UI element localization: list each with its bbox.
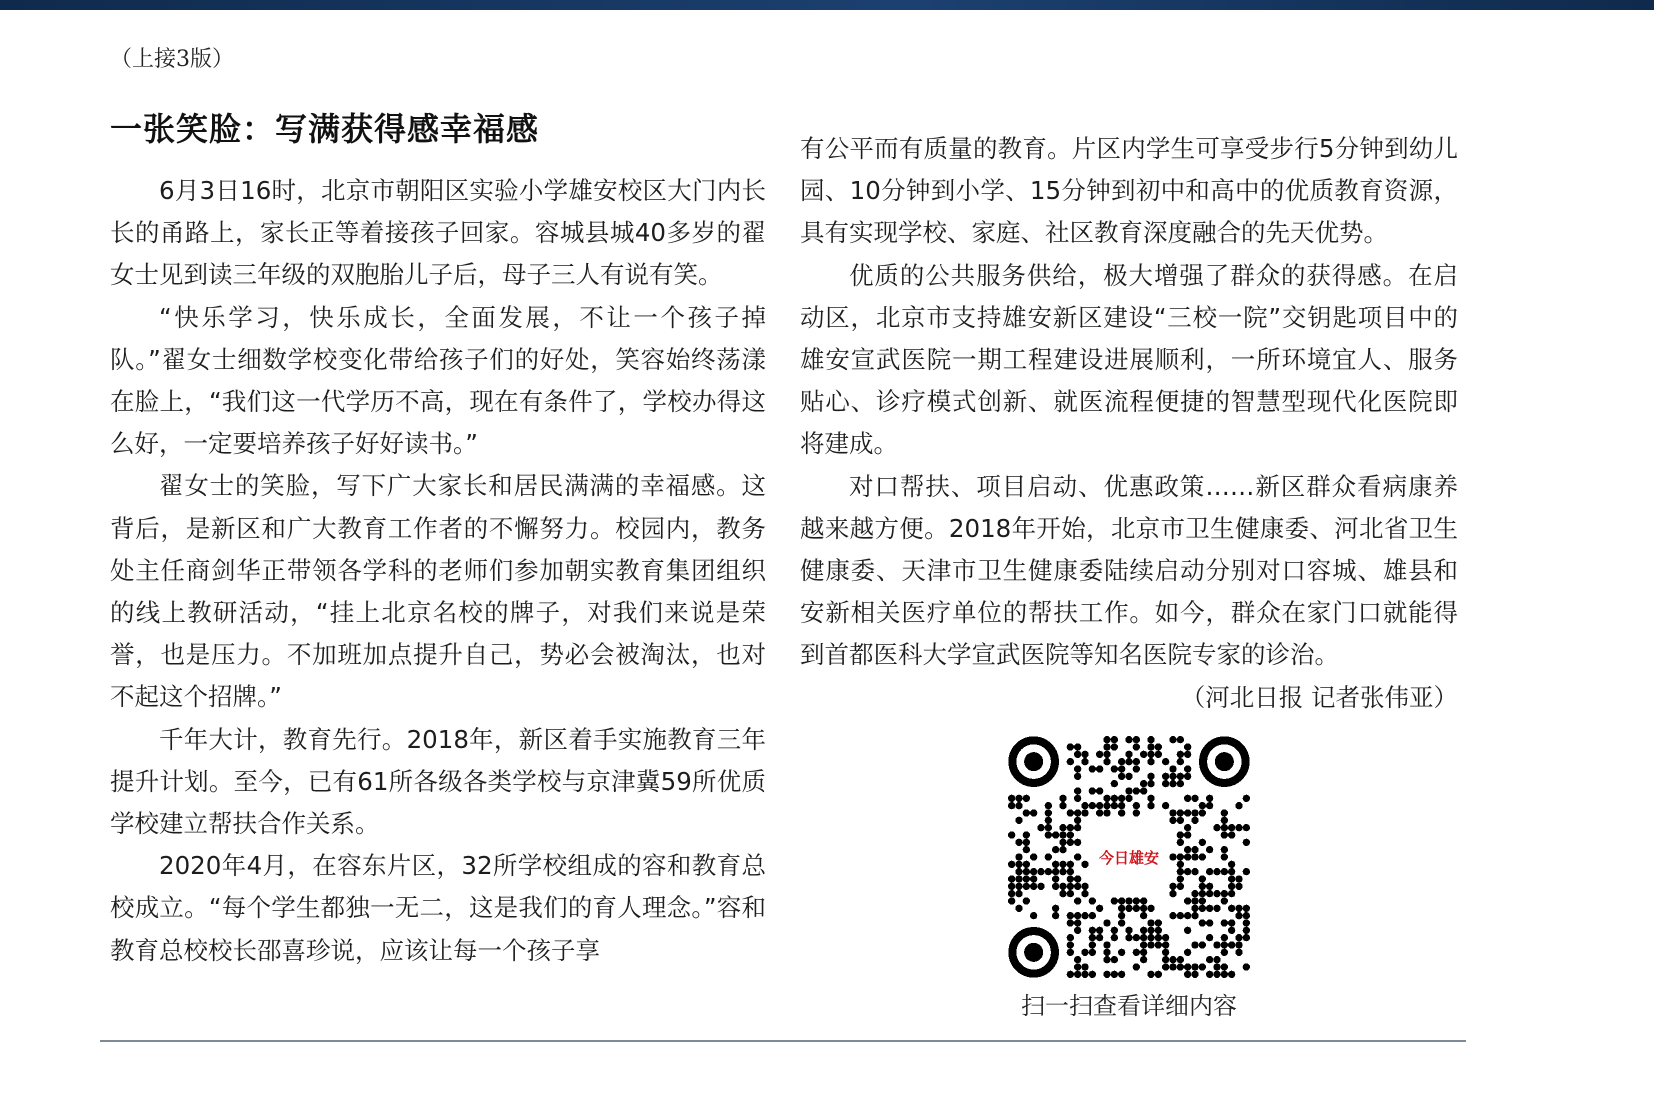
article-headline: 一张笑脸：写满获得感幸福感 [110, 110, 540, 148]
paragraph-5-continued: 有公平而有质量的教育。片区内学生可享受步行5分钟到幼儿园、10分钟到小学、15分钟到初中和高中的优质教育资源，具有实现学校、家庭、社区教育深度融合的先天优势。 [800, 134, 1458, 248]
paragraph-2: “快乐学习，快乐成长，全面发展，不让一个孩子掉队。”翟女士细数学校变化带给孩子们的好处，笑容始终荡漾在脸上，“我们这一代学历不高，现在有条件了，学校办得这么好，一定要培养孩子好好读书。” [110, 302, 766, 459]
qr-logo-badge: 今日雄安 [1092, 820, 1166, 894]
paragraph-5: 2020年4月，在容东片区，32所学校组成的容和教育总校成立。“每个学生都独一无二，这是我们的育人理念。”容和教育总校校长邵喜珍说，应该让每一个孩子享 [110, 851, 766, 965]
article-byline: （河北日报 记者张伟亚） [1180, 682, 1458, 712]
qr-finder-dot [1024, 943, 1043, 962]
qr-finder-dot [1215, 752, 1234, 771]
qr-finder-dot [1024, 752, 1043, 771]
paragraph-1: 6月3日16时，北京市朝阳区实验小学雄安校区大门内长长的甬路上，家长正等着接孩子回家。容城县城40多岁的翟女士见到读三年级的双胞胎儿子后，母子三人有说有笑。 [110, 176, 766, 290]
paragraph-3: 翟女士的笑脸，写下广大家长和居民满满的幸福感。这背后，是新区和广大教育工作者的不懈努力。校园内，教务处主任商剑华正带领各学科的老师们参加朝实教育集团组织的线上教研活动，“挂上北京名校的牌子，对我们来说是荣誉，也是压力。不加班加点提升自己，势必会被淘汰，也对不起这个招牌。” [110, 471, 766, 712]
paragraph-6: 优质的公共服务供给，极大增强了群众的获得感。在启动区，北京市支持雄安新区建设“三校一院”交钥匙项目中的雄安宣武医院一期工程建设进展顺利，一所环境宜人、服务贴心、诊疗模式创新、就医流程便捷的智慧型现代化医院即将建成。 [800, 260, 1458, 459]
article-left-column [110, 170, 766, 972]
paragraph-4: 千年大计，教育先行。2018年，新区着手实施教育三年提升计划。至今，已有61所各级各类学校与京津冀59所优质学校建立帮扶合作关系。 [110, 724, 766, 839]
qr-caption: 扫一扫查看详细内容 [1021, 992, 1237, 1020]
bottom-divider [100, 1040, 1466, 1042]
paragraph-7 [800, 466, 1458, 712]
continued-from-note: （上接3版） [110, 47, 234, 72]
top-banner-bar [0, 0, 1654, 10]
qr-code[interactable] [1008, 736, 1250, 978]
paragraph-7-text: 对口帮扶、项目启动、优惠政策……新区群众看病康养越来越方便。2018年开始，北京市卫生健康委、河北省卫生健康委、天津市卫生健康委陆续启动分别对口容城、雄县和安新相关医疗单位的帮扶工作。如今，群众在家门口就能得到首都医科大学宣武医院等知名医院专家的诊治。 [800, 471, 1458, 670]
article-right-column [800, 128, 1458, 719]
